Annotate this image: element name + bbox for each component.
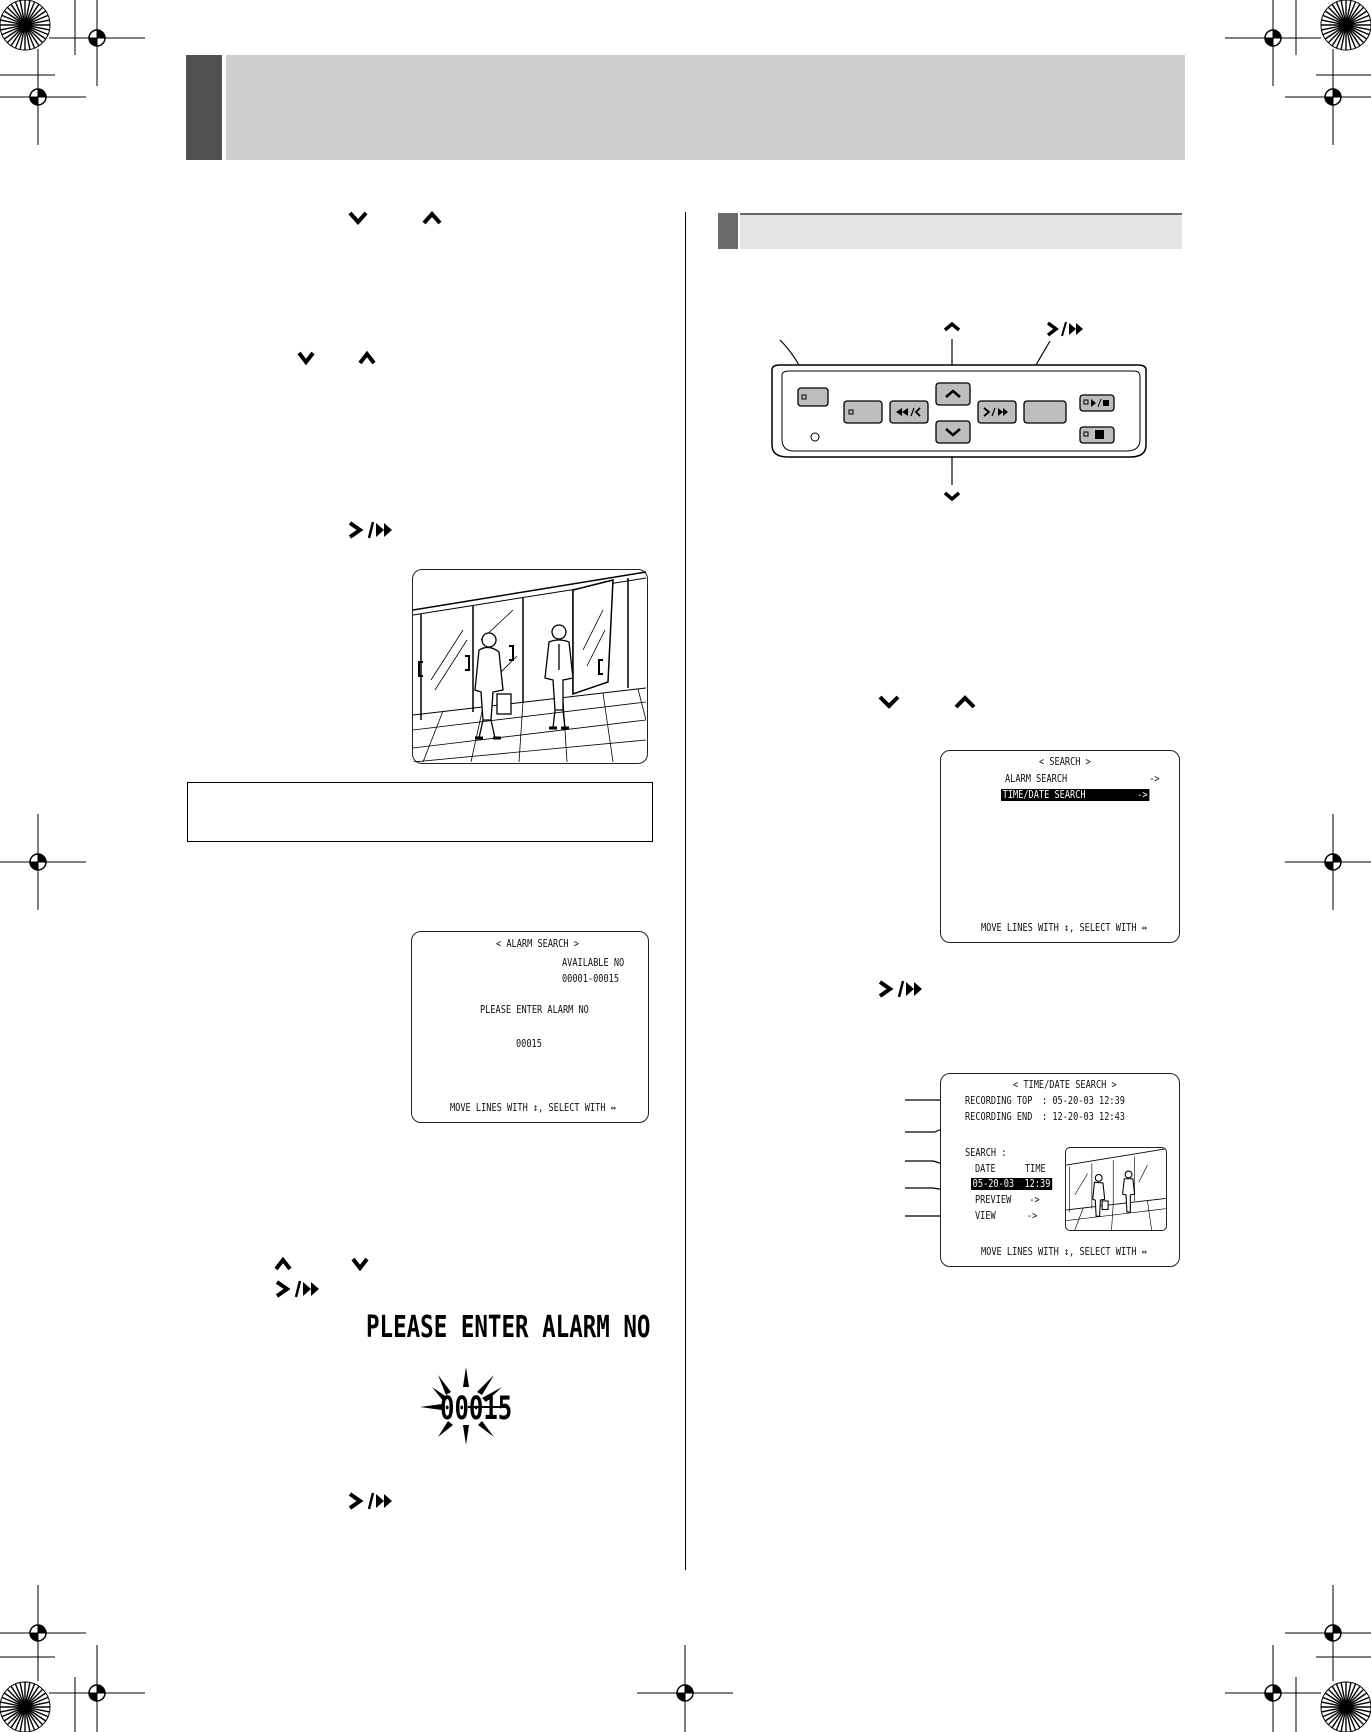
time-header: TIME [1025, 1163, 1046, 1175]
section-tab-marker [186, 55, 222, 160]
down-arrow-icon [297, 351, 315, 365]
subsection-header-band [740, 213, 1182, 249]
sunburst-mark-top-right [1321, 0, 1371, 50]
play-ff-icon [878, 980, 924, 998]
subsection-tab-marker [718, 213, 738, 249]
up-arrow-icon [274, 1257, 292, 1271]
sunburst-mark-bottom-left [0, 1682, 50, 1732]
play-ff-button [978, 401, 1016, 423]
time-date-search-screen [940, 1073, 1180, 1267]
play-ff-icon [1048, 322, 1083, 336]
recording-top-value: : 05-20-03 12:39 [1042, 1095, 1125, 1107]
down-arrow-icon [878, 694, 900, 710]
up-arrow-icon [945, 324, 959, 330]
screen-title: < ALARM SEARCH > [496, 938, 579, 950]
up-button [936, 383, 970, 405]
up-arrow-icon [954, 694, 976, 710]
screen-footer: MOVE LINES WITH ↕, SELECT WITH ↔ [981, 1246, 1147, 1258]
screen-footer: MOVE LINES WITH ↕, SELECT WITH ↔ [981, 922, 1147, 934]
play-ff-icon [348, 1492, 394, 1510]
date-header: DATE [975, 1163, 996, 1175]
available-label: AVAILABLE NO [562, 957, 625, 969]
play-ff-icon [348, 521, 394, 539]
camera-scene-illustration [413, 570, 646, 762]
recording-end-value: : 12-20-03 12:43 [1042, 1111, 1125, 1123]
search-label: SEARCH : [965, 1147, 1007, 1159]
down-arrow-icon [351, 1257, 369, 1271]
search-menu-screen [940, 750, 1180, 943]
menu-item-label: ALARM SEARCH [1005, 773, 1068, 785]
screen-footer: MOVE LINES WITH ↕, SELECT WITH ↔ [450, 1102, 616, 1114]
preview-label: PREVIEW [975, 1194, 1012, 1206]
play-ff-icon [275, 1280, 321, 1298]
preview-thumbnail [1065, 1147, 1167, 1231]
preview-arrow: -> [1029, 1194, 1040, 1206]
view-arrow: -> [1026, 1210, 1038, 1222]
screen-title: < SEARCH > [1039, 756, 1091, 768]
preview-item[interactable] [975, 1194, 1040, 1206]
down-button [936, 421, 970, 443]
up-arrow-icon [358, 351, 376, 365]
down-arrow-icon [348, 210, 368, 226]
screen-title: < TIME/DATE SEARCH > [1013, 1079, 1117, 1091]
column-divider [685, 212, 686, 1570]
search-datetime-input[interactable] [971, 1178, 1052, 1190]
rewind-button [890, 401, 928, 423]
note-box [187, 782, 653, 842]
alarm-search-screen [411, 931, 649, 1123]
sunburst-mark-bottom-right [1321, 1682, 1371, 1732]
up-arrow-icon [422, 210, 442, 226]
time-value: 12:39 [1024, 1178, 1051, 1190]
alarm-number-input[interactable]: 00015 [516, 1038, 542, 1050]
recording-top-label: RECORDING TOP [965, 1095, 1033, 1107]
alarm-number-large: 00015 [440, 1389, 513, 1427]
view-item[interactable] [975, 1210, 1037, 1222]
menu-item-arrow: -> [1137, 789, 1148, 801]
function-button [844, 401, 882, 423]
menu-item-alarm-search[interactable] [1005, 773, 1160, 785]
camera-image-screen [412, 569, 648, 764]
menu-item-time-date-search[interactable] [1001, 789, 1149, 801]
menu-item-arrow: -> [1149, 773, 1160, 785]
date-value: 05-20-03 [972, 1178, 1015, 1190]
available-range: 00001-00015 [562, 973, 620, 985]
menu-item-label: TIME/DATE SEARCH [1002, 789, 1086, 801]
down-arrow-icon [945, 493, 959, 499]
enter-alarm-prompt-large: PLEASE ENTER ALARM NO [366, 1310, 651, 1345]
cursor-dash [468, 1404, 508, 1410]
section-header-band [226, 55, 1185, 160]
sunburst-mark-top-left [0, 0, 50, 50]
blank-button [1024, 401, 1066, 423]
control-panel-diagram [760, 315, 1150, 505]
enter-alarm-prompt: PLEASE ENTER ALARM NO [480, 1004, 589, 1016]
view-label: VIEW [975, 1210, 996, 1222]
recording-end-label: RECORDING END [965, 1111, 1033, 1123]
